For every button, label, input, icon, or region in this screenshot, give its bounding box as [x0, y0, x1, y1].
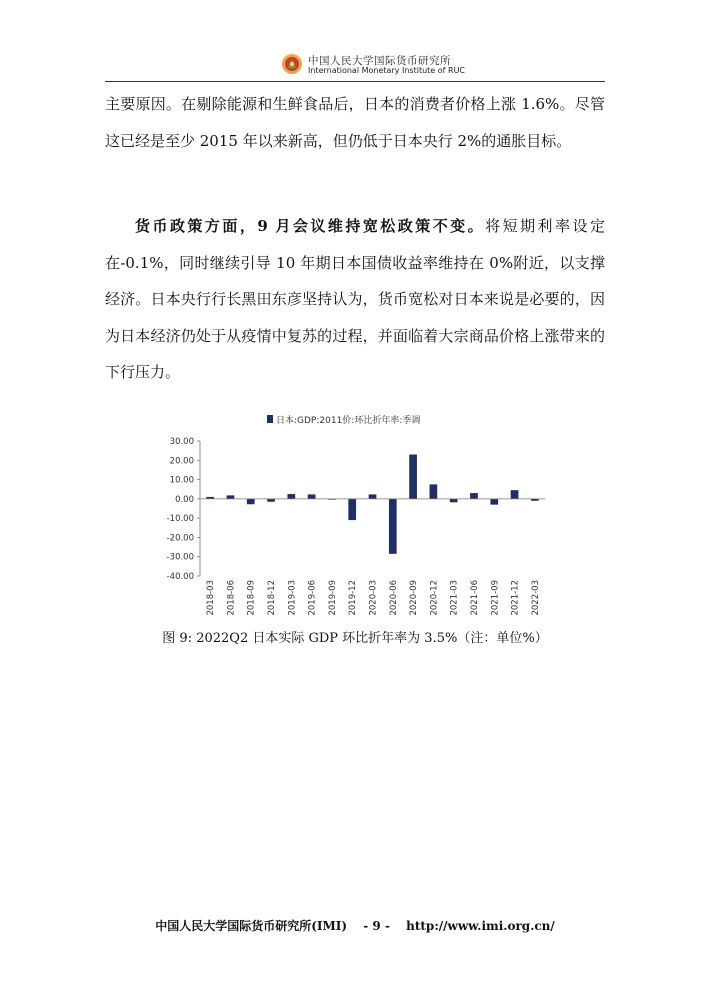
bar-2019-03	[287, 494, 295, 499]
legend-swatch	[267, 415, 273, 423]
x-tick-label: 2021-03	[449, 580, 460, 616]
y-tick-label: 0.00	[175, 494, 194, 505]
figure-caption: 图 9: 2022Q2 日本实际 GDP 环比折年率为 3.5%（注：单位%）	[162, 631, 548, 646]
bar-2021-03	[450, 499, 458, 502]
paragraph-2-body: 将短期利率设定在-0.1%，同时继续引导 10 年期日本国债收益率维持在 0%附近，以支撑经济。日本央行行长黑田东彦坚持认为，货币宽松对日本来说是必要的，因为日本经济仍处于从疫情中复苏的过程，并面临着大宗商品价格上涨带来的下行压力。	[105, 217, 605, 381]
header-institute-cn: 中国人民大学国际货币研究所	[308, 55, 451, 67]
x-tick-label: 2018-09	[246, 580, 257, 616]
x-axis	[200, 499, 545, 616]
x-tick-label: 2020-06	[388, 580, 399, 616]
x-tick-label: 2020-12	[429, 580, 440, 616]
x-tick-label: 2019-09	[327, 580, 338, 616]
x-tick-label: 2019-06	[307, 580, 318, 616]
bar-2021-12	[511, 490, 519, 499]
x-tick-label: 2019-03	[287, 580, 298, 616]
y-tick-label: -20.00	[166, 533, 194, 544]
x-tick-label: 2022-03	[530, 580, 541, 616]
header-institute-en: International Monetary Institute of RUC	[308, 66, 466, 75]
x-tick-label: 2021-12	[510, 580, 521, 616]
y-tick-label: 30.00	[169, 437, 194, 447]
bar-2018-06	[227, 495, 235, 498]
y-tick-label: 10.00	[169, 475, 194, 486]
bar-2021-06	[470, 493, 478, 499]
y-axis	[167, 437, 200, 582]
paragraph-1: 主要原因。在剔除能源和生鲜食品后，日本的消费者价格上涨 1.6%。尽管这已经是至少 2015 年以来新高，但仍低于日本央行 2%的通胀目标。	[105, 95, 605, 150]
x-tick-label: 2021-06	[469, 580, 480, 616]
bar-2020-12	[430, 484, 438, 498]
x-tick-label: 2021-09	[490, 580, 501, 616]
imi-logo-icon	[281, 53, 303, 75]
x-tick-label: 2018-03	[206, 580, 217, 616]
y-tick-label: -40.00	[166, 572, 194, 582]
x-tick-label: 2020-03	[368, 580, 379, 616]
legend-label: 日本:GDP:2011价:环比折年率:季调	[276, 416, 421, 426]
chart-bars	[206, 455, 538, 554]
header-divider	[105, 81, 605, 82]
x-tick-label: 2019-12	[348, 580, 359, 616]
x-tick-label: 2018-06	[226, 580, 237, 616]
y-tick-label: 20.00	[169, 456, 194, 467]
bar-2020-06	[389, 499, 397, 554]
footer-url[interactable]: http://www.imi.org.cn/	[406, 919, 555, 933]
paragraph-2	[105, 208, 605, 391]
bar-2019-12	[348, 499, 356, 520]
bar-2019-06	[308, 494, 316, 498]
y-tick-label: -30.00	[166, 552, 194, 563]
gdp-bar-chart	[145, 404, 565, 626]
footer-page-number: - 9 -	[363, 919, 390, 933]
chart-legend	[267, 414, 420, 426]
bar-2020-09	[409, 455, 417, 499]
page-footer	[0, 917, 710, 934]
bar-2020-03	[369, 494, 377, 498]
bar-2018-09	[247, 499, 255, 504]
footer-institute: 中国人民大学国际货币研究所(IMI)	[155, 919, 348, 933]
y-tick-label: -10.00	[166, 514, 194, 525]
x-tick-label: 2018-12	[267, 580, 278, 616]
bar-2021-09	[490, 499, 498, 505]
paragraph-2-lead: 货币政策方面，9 月会议维持宽松政策不变。	[135, 217, 486, 235]
page-header	[105, 48, 605, 82]
x-tick-label: 2020-09	[409, 580, 420, 616]
bar-2018-12	[267, 499, 275, 502]
